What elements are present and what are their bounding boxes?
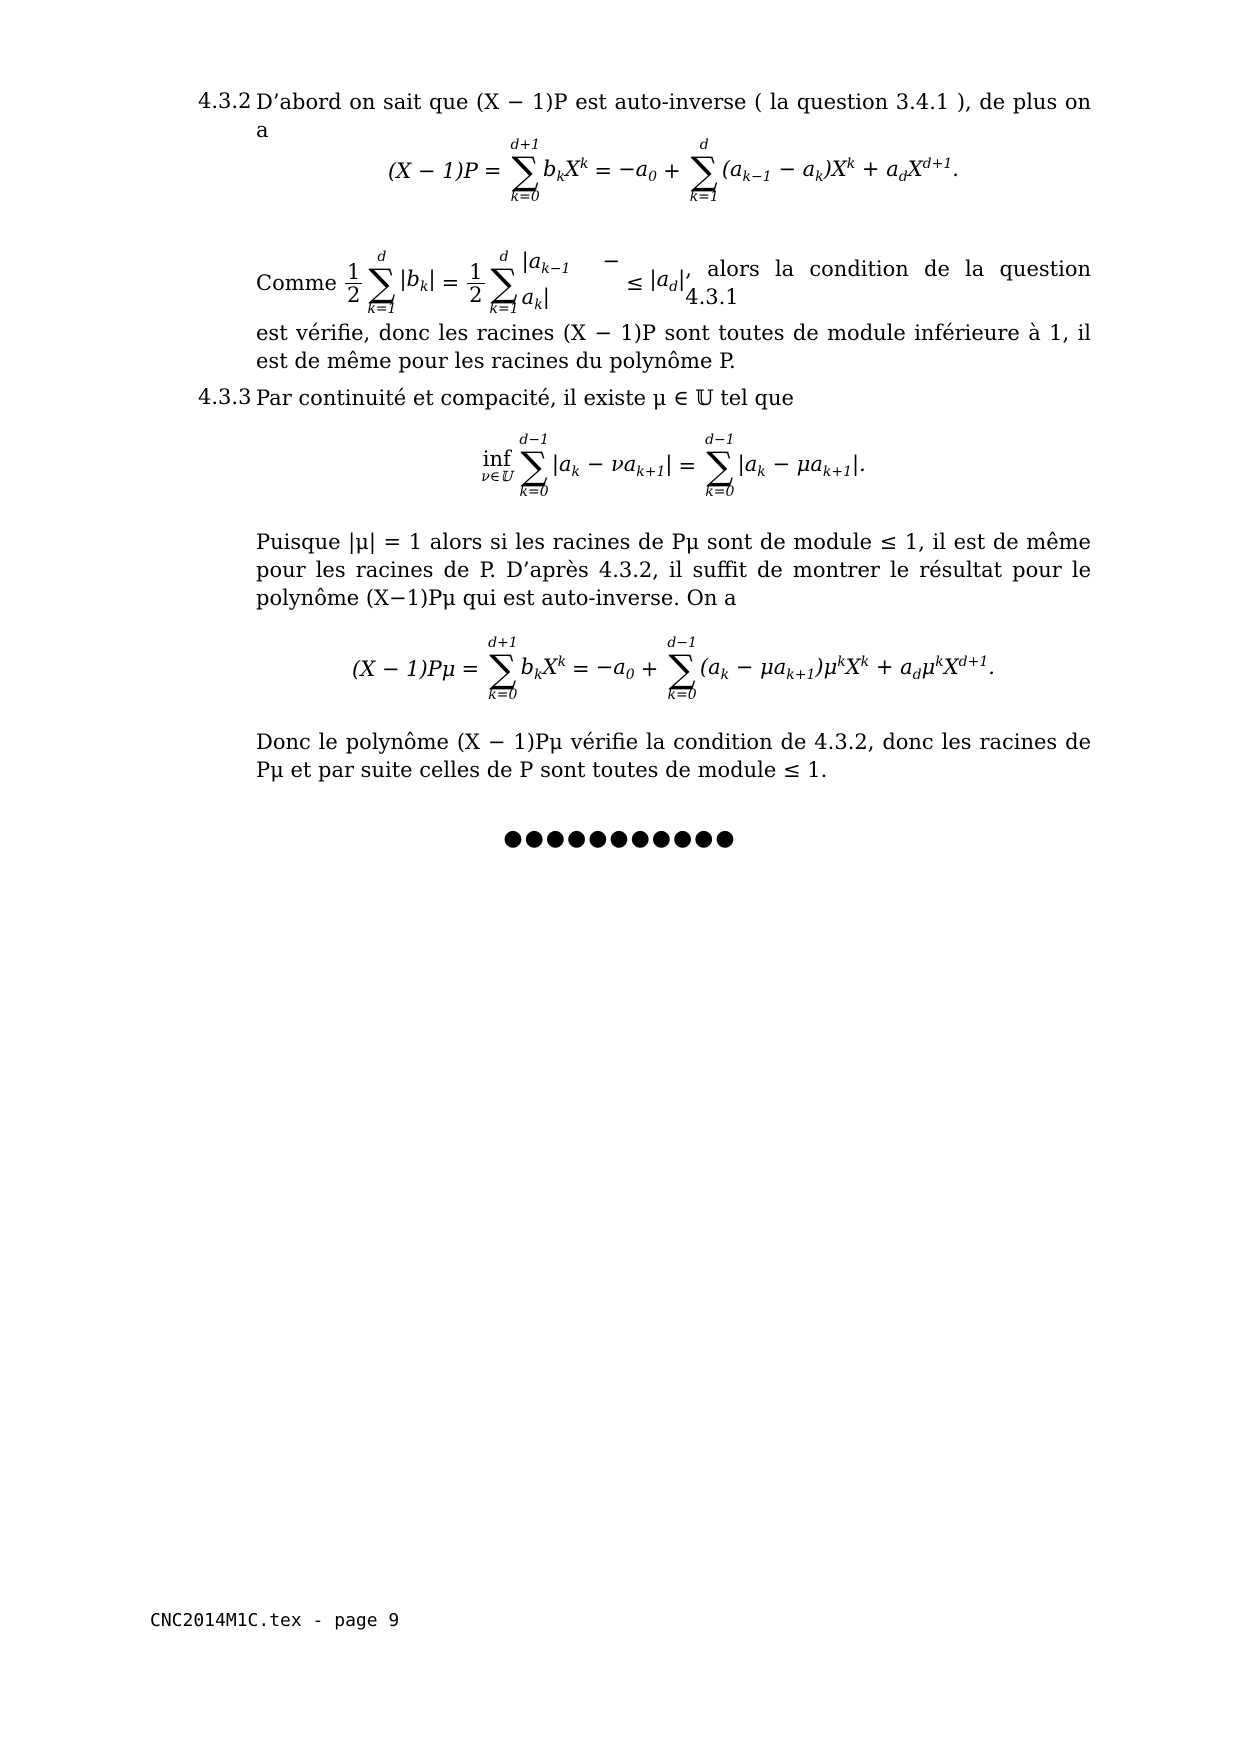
intro-4-3-3: Par continuité et compacité, il existe μ ∈ 𝕌 tel que (256, 386, 794, 410)
equation-1: (X − 1)P = d+1 ∑ k=0 $b_kX^k$ = $-a_0$ + d ∑ k=1 $(a_{k-1} - a_k)X^k + a_dX^{d+1}$. (388, 137, 959, 205)
end-separator: ●●●●●●●●●●● (503, 826, 737, 851)
comme-tail: , alors la condition de la question 4.3.1 (685, 257, 1091, 310)
eq1-sum-1: d+1 ∑ k=0 (510, 137, 541, 205)
eq1-sum-2: d ∑ k=1 (689, 137, 719, 205)
para-4-3-3-1: Puisque |μ| = 1 alors si les racines de Pμ sont de module ≤ 1, il est de même pour les racines de P. D’après 4.3.2, il suffit de montrer le résultat pour le polynôme (X−1)Pμ qui est auto-inverse. On a (256, 530, 1091, 610)
para-4-3-3-2: Donc le polynôme (X − 1)Pμ vérifie la condition de 4.3.2, donc les racines de Pμ et par suite celles de P sont toutes de module ≤ 1. (256, 730, 1091, 782)
item-number-4-3-2: 4.3.2 (198, 89, 252, 113)
eq2-inf: inf ν∈𝕌 (481, 447, 513, 485)
equation-2: inf ν∈𝕌 d−1 ∑ k=0 $|a_k - \nu a_{k+1}|$ = d−1 ∑ k=0 $|a_k - \mu a_{k+1}|$. (481, 432, 866, 500)
eq1-lhs: (X − 1)P (388, 159, 478, 183)
para-4-3-2-rest: est vérifie, donc les racines (X − 1)P sont toutes de module inférieure à 1, il est de même pour les racines du polynôme P. (256, 321, 1091, 373)
item-number-4-3-3: 4.3.3 (198, 385, 252, 409)
comme-word: Comme (256, 271, 337, 296)
page-footer: CNC2014M1C.tex - page 9 (150, 1610, 400, 1631)
eq3-lhs: (X − 1)Pμ (352, 657, 456, 681)
comme-line: Comme $\frac{1}{2}$ d ∑ k=1 $|b_k|$ = $\frac{1}{2}$ d ∑ k=1 $|a_{k-1} - a_k|$ ≤ $|a_d|$ , alors la condition de la question 4.3.1 (256, 249, 1091, 318)
equation-3: (X − 1)Pμ = d+1 ∑ k=0 $b_kX^k$ = $-a_0$ + d−1 ∑ k=0 $(a_k - \mu a_{k+1})\mu^kX^k + a_d\mu^kX^{d+1}$. (352, 635, 995, 703)
intro-4-3-2: D’abord on sait que (X − 1)P est auto-inverse ( la question 3.4.1 ), de plus on a (256, 90, 1091, 142)
